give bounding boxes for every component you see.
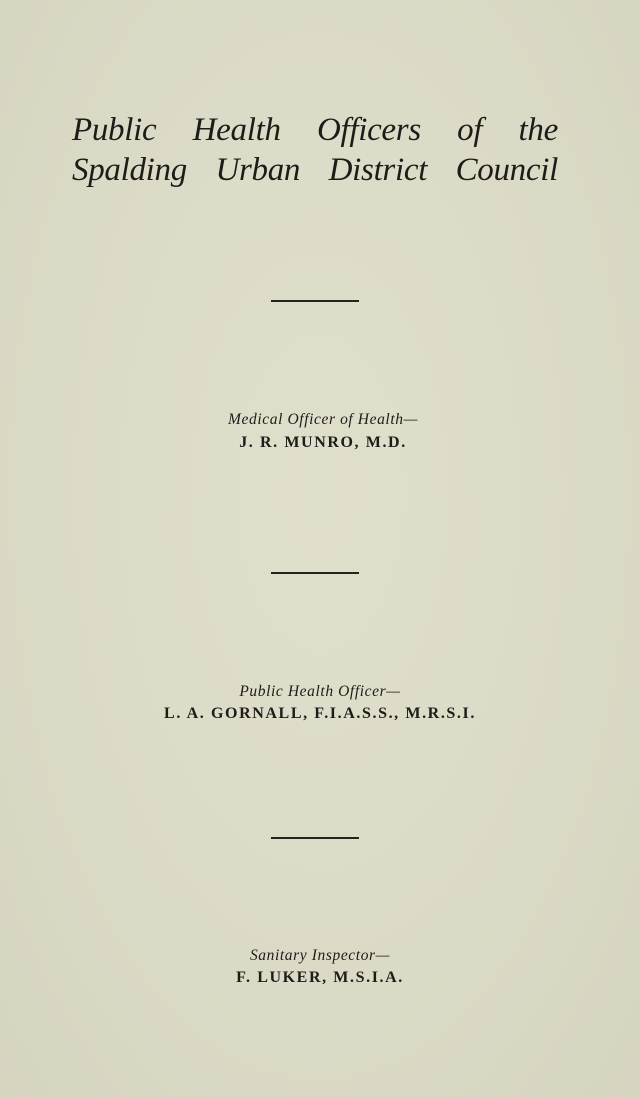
title-word: Public <box>72 112 157 148</box>
title-line-1 <box>72 114 558 147</box>
officer-name-sanitary: F. LUKER, M.S.I.A. <box>236 969 404 986</box>
title-word: District <box>328 152 428 188</box>
title-word: Spalding <box>72 152 187 188</box>
title-word: of <box>457 112 483 148</box>
officer-name-public-health: L. A. GORNALL, F.I.A.S.S., M.R.S.I. <box>164 705 476 722</box>
title-word: the <box>518 112 558 148</box>
divider-rule <box>271 300 359 302</box>
title-word: Health <box>192 112 281 148</box>
officer-role-medical: Medical Officer of Health— <box>228 411 418 428</box>
title-line-2 <box>72 154 558 187</box>
title-word: Urban <box>215 152 301 188</box>
officer-role-public-health: Public Health Officer— <box>239 683 401 700</box>
divider-rule <box>271 572 359 574</box>
officer-name-medical: J. R. MUNRO, M.D. <box>239 434 407 451</box>
title-word: Council <box>455 152 558 188</box>
divider-rule <box>271 837 359 839</box>
officer-role-sanitary: Sanitary Inspector— <box>249 947 391 964</box>
title-word: Officers <box>316 112 421 148</box>
